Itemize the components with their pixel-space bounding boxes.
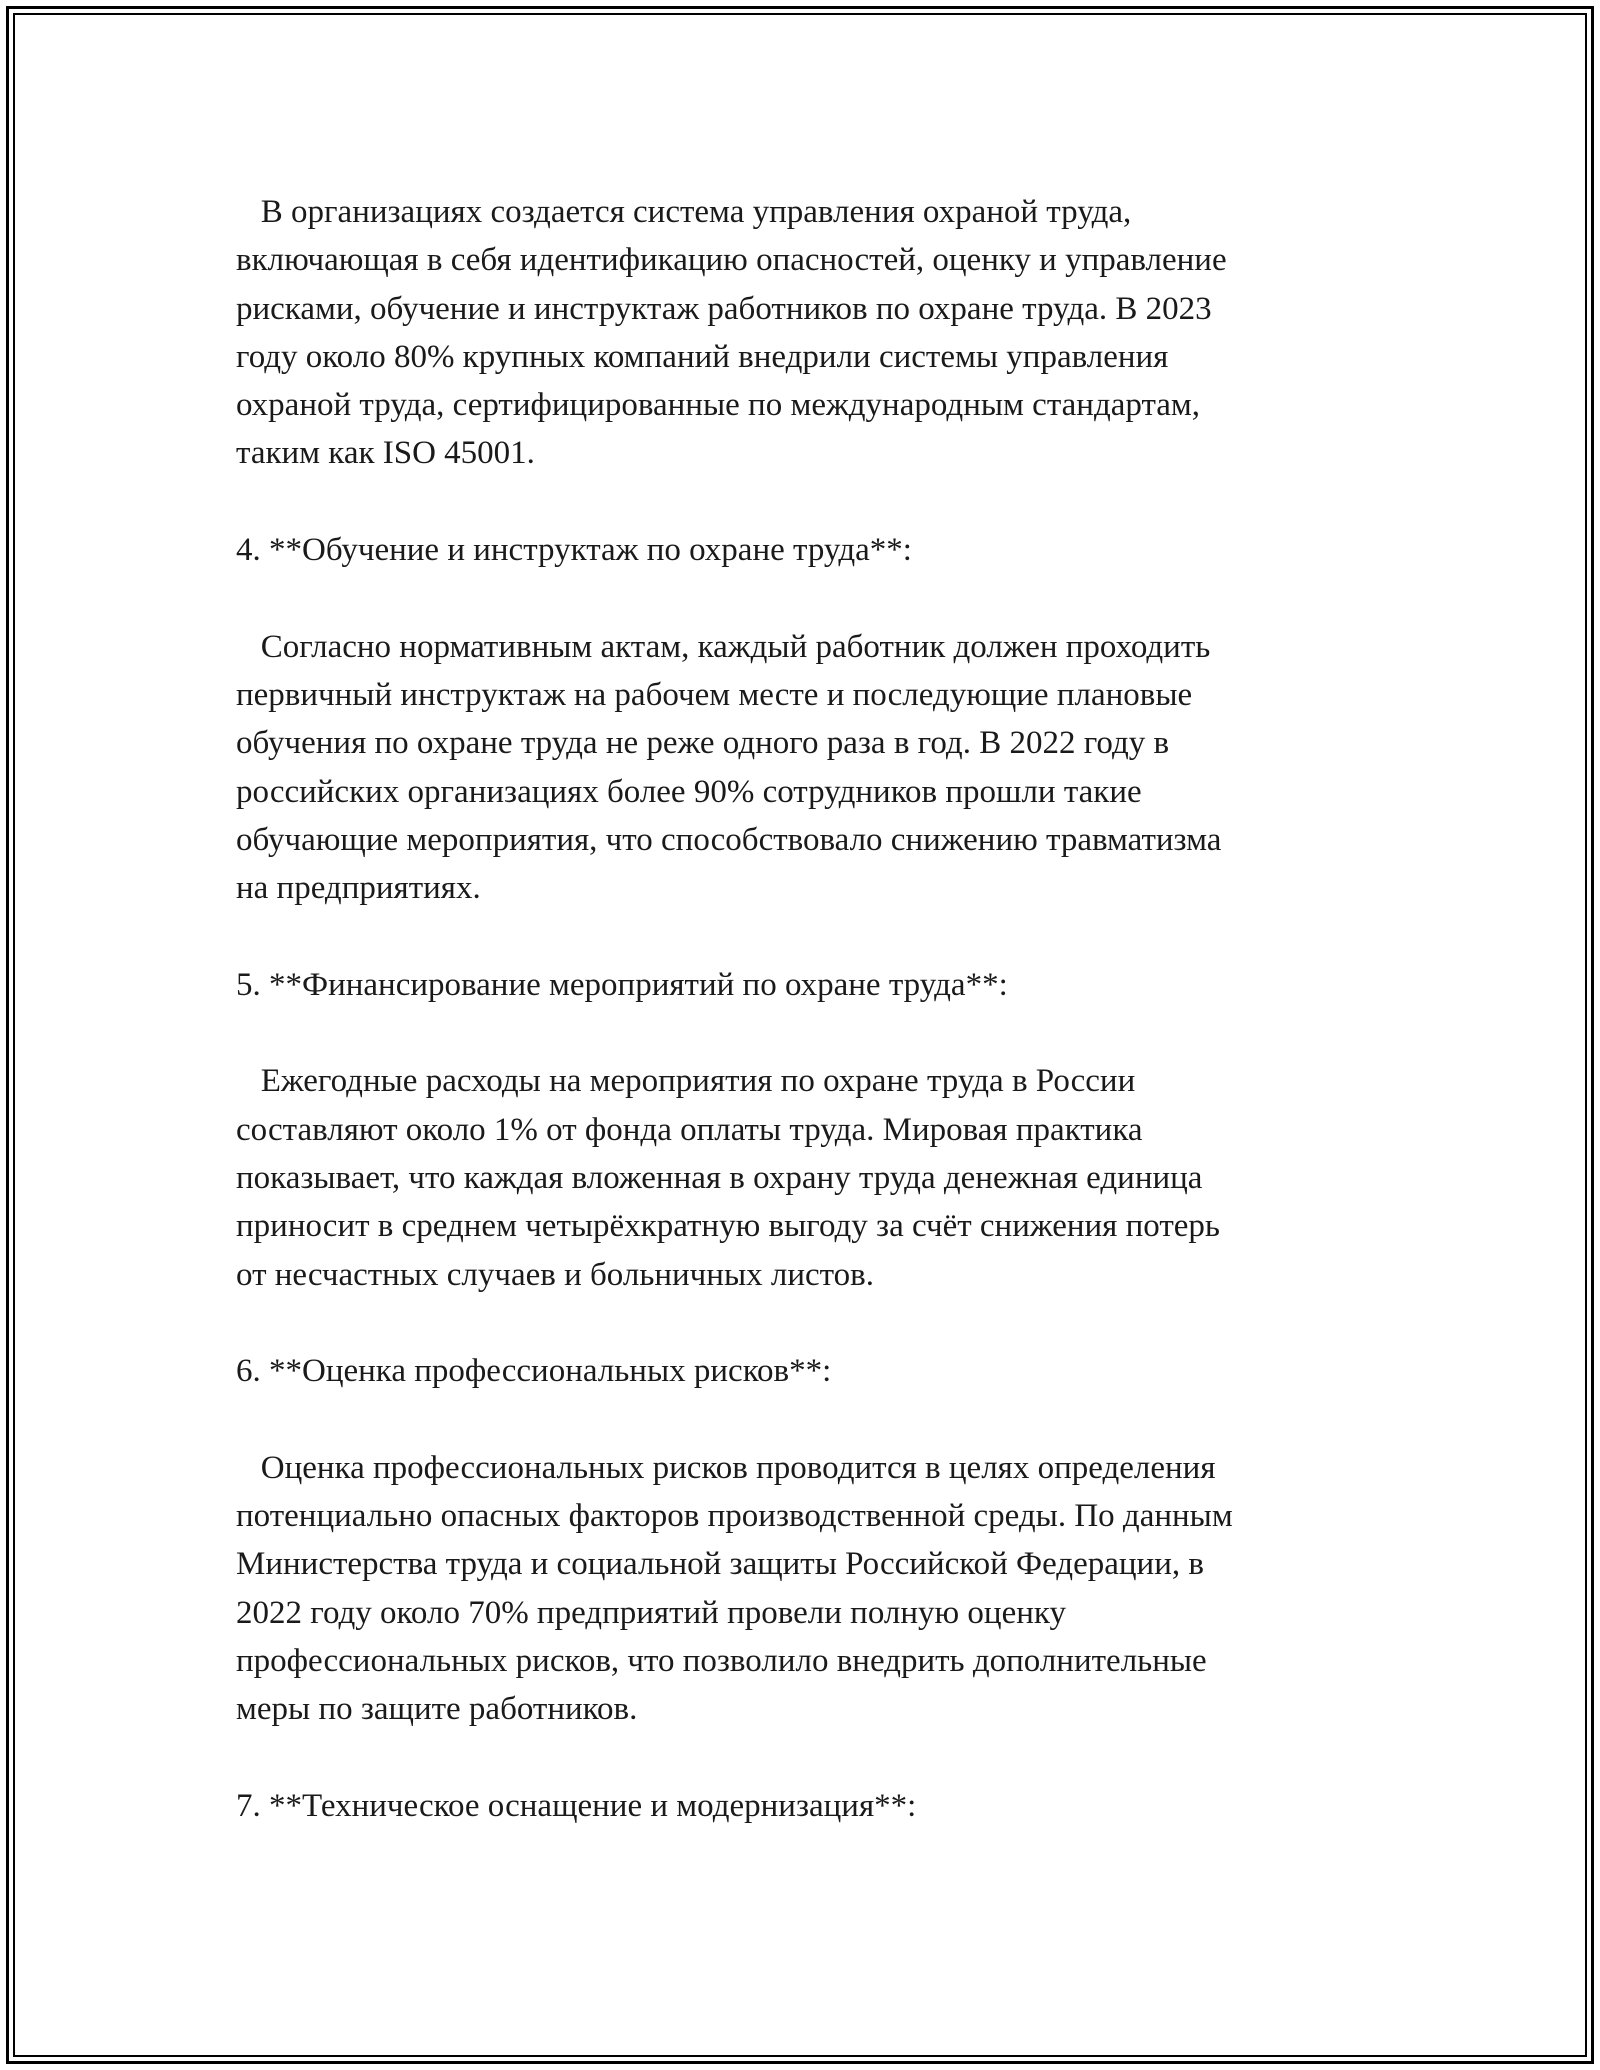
text-line: профессиональных рисков, что позволило внедрить дополнительные [236,1642,1207,1679]
text-line: рисками, обучение и инструктаж работников по охране труда. В 2023 [236,290,1212,327]
text-line: включающая в себя идентификацию опасностей, оценку и управление [236,242,1227,279]
text-line: потенциально опасных факторов производственной среды. По данным [236,1498,1233,1535]
heading-text: 6. **Оценка профессиональных рисков**: [236,1353,832,1390]
heading-text: 4. **Обучение и инструктаж по охране труда**: [236,532,912,569]
text-line: таким как ISO 45001. [236,435,535,472]
text-line: составляют около 1% от фонда оплаты труда. Мировая практика [236,1111,1143,1148]
text-line: году около 80% крупных компаний внедрили системы управления [236,338,1169,375]
spacer [236,1395,1366,1443]
text-line: Согласно нормативным актам, каждый работник должен проходить [236,628,1211,665]
text-line: Ежегодные расходы на мероприятия по охране труда в России [236,1063,1136,1100]
spacer [236,912,1366,960]
section-heading-6 [236,1347,1366,1395]
spacer [236,1009,1366,1057]
text-line: на предприятиях. [236,870,481,907]
heading-text: 5. **Финансирование мероприятий по охране труда**: [236,966,1008,1003]
text-line: Министерства труда и социальной защиты Российской Федерации, в [236,1546,1204,1583]
text-line: приносит в среднем четырёхкратную выгоду за счёт снижения потерь [236,1208,1220,1245]
text-line: первичный инструктаж на рабочем месте и последующие плановые [236,676,1193,713]
text-line: от несчастных случаев и больничных листов. [236,1256,874,1293]
text-line: В организациях создается система управления охраной труда, [236,194,1132,230]
text-line: российских организациях более 90% сотрудников прошли такие [236,773,1142,810]
paragraph-3 [236,1057,1366,1298]
heading-text: 7. **Техническое оснащение и модернизация**: [236,1787,917,1824]
text-line: 2022 году около 70% предприятий провели полную оценку [236,1594,1066,1631]
text-line: показывает, что каждая вложенная в охрану труда денежная единица [236,1159,1203,1196]
document-body [236,188,1366,1830]
paragraph-1 [236,188,1366,478]
text-line: охраной труда, сертифицированные по международным стандартам, [236,387,1201,424]
text-line: обучающие мероприятия, что способствовало снижению травматизма [236,821,1222,858]
spacer [236,478,1366,526]
paragraph-2 [236,623,1366,913]
spacer [236,574,1366,622]
spacer [236,1734,1366,1782]
section-heading-5 [236,961,1366,1009]
text-line: меры по защите работников. [236,1691,638,1728]
section-heading-7 [236,1782,1366,1830]
spacer [236,1299,1366,1347]
text-line: обучения по охране труда не реже одного раза в год. В 2022 году в [236,725,1170,762]
section-heading-4 [236,526,1366,574]
paragraph-4 [236,1444,1366,1734]
text-line: Оценка профессиональных рисков проводится в целях определения [236,1449,1216,1486]
